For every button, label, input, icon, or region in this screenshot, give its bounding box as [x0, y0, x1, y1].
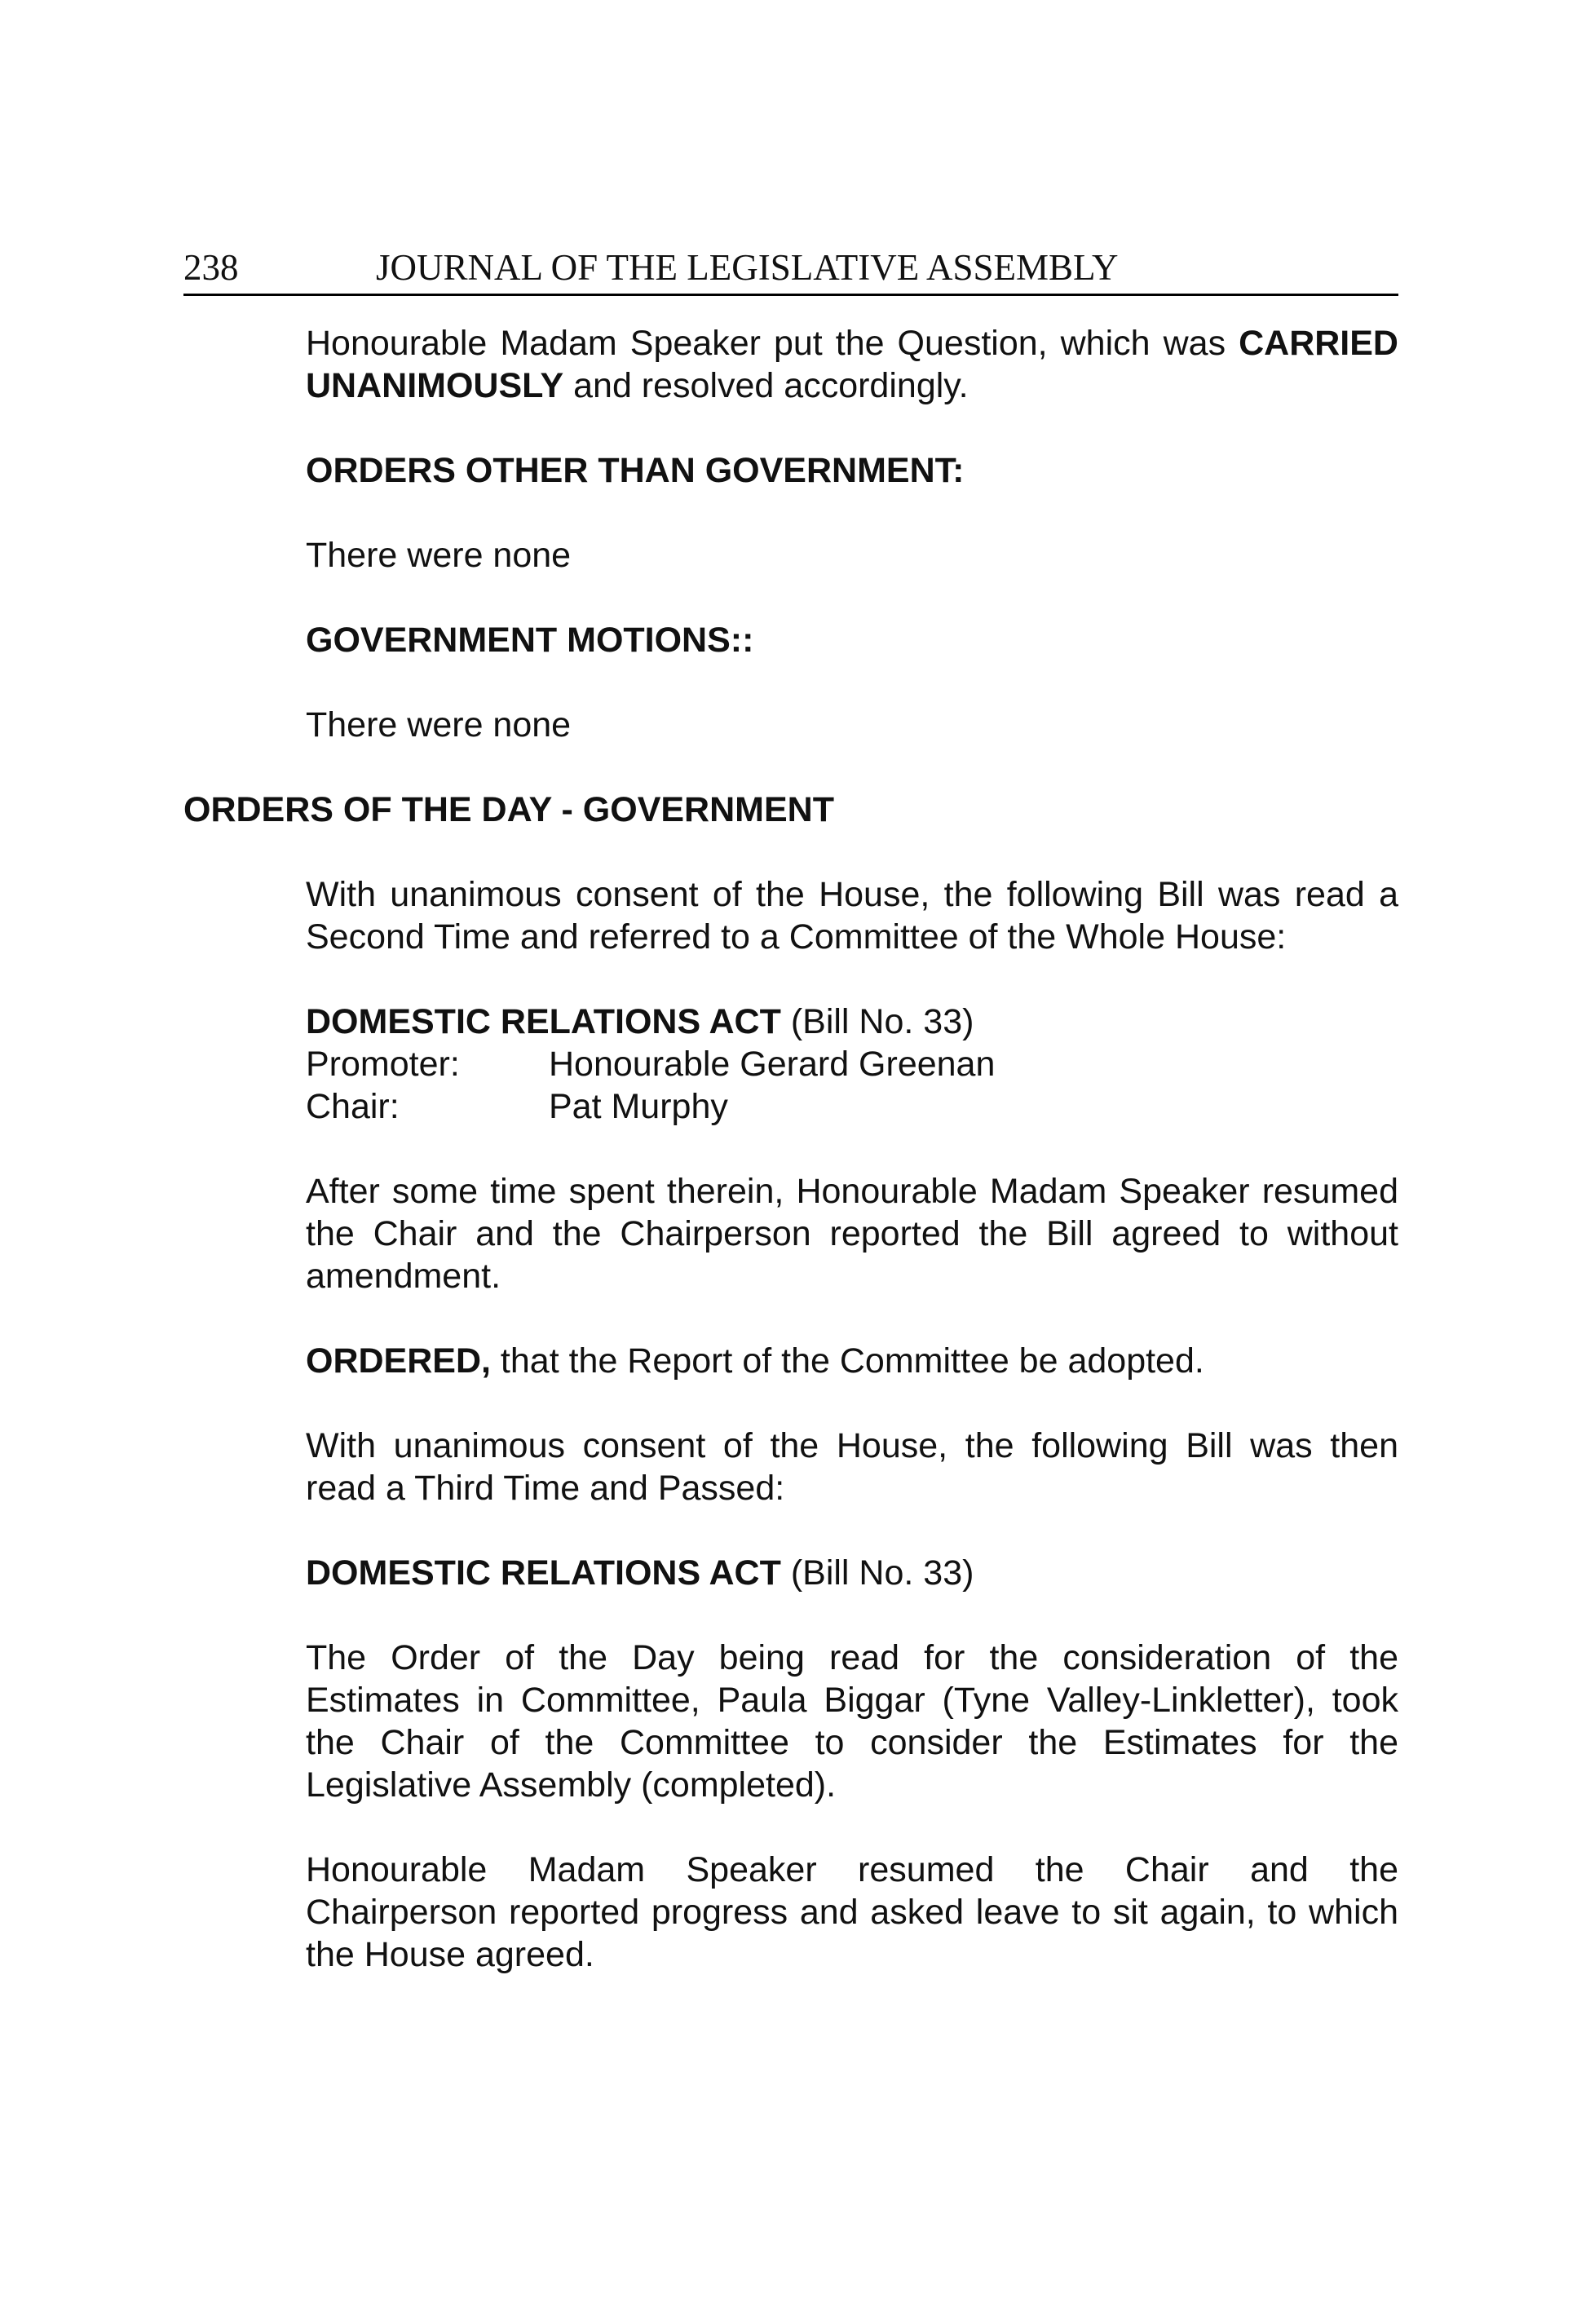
heading-orders-of-the-day	[183, 789, 1398, 831]
bill-number: (Bill No. 33)	[780, 1553, 974, 1593]
heading-orders-other-than-government	[306, 449, 1398, 492]
bill-title-1	[306, 1001, 1398, 1043]
paragraph-line: Legislative Assembly (completed).	[306, 1765, 837, 1805]
text: that the Report of the Committee be adopted.	[490, 1341, 1204, 1381]
paragraph-line: the House agreed.	[306, 1935, 594, 1974]
paragraph-line	[306, 322, 1398, 365]
bold-text: ORDERED,	[306, 1341, 491, 1381]
text: and resolved accordingly.	[563, 366, 969, 405]
paragraph-third-reading	[306, 1425, 1398, 1509]
bill-name: DOMESTIC RELATIONS ACT	[306, 1553, 781, 1593]
page-body	[183, 322, 1398, 2018]
paragraph-line: the Chair of the Committee to consider the Estimates for the	[306, 1723, 1398, 1762]
page-header	[183, 245, 1398, 296]
bold-text: UNANIMOUSLY	[306, 366, 564, 405]
promoter-label: Promoter:	[306, 1045, 460, 1084]
chair-label: Chair:	[306, 1087, 400, 1126]
promoter-value: Honourable Gerard Greenan	[549, 1045, 996, 1084]
promoter-row	[306, 1043, 1398, 1085]
paragraph-none-1: There were none	[306, 536, 572, 575]
heading-text: ORDERS OTHER THAN GOVERNMENT:	[306, 451, 965, 490]
paragraph-line: With unanimous consent of the House, the following Bill was read a	[306, 875, 1398, 914]
heading-text: GOVERNMENT MOTIONS::	[306, 621, 754, 660]
paragraph-ordered	[306, 1340, 1398, 1382]
paragraph-line: Estimates in Committee, Paula Biggar (Tyne Valley-Linkletter), took	[306, 1681, 1398, 1720]
text: Honourable Madam Speaker put the Question, which was	[306, 324, 1239, 363]
paragraph-line: amendment.	[306, 1257, 501, 1296]
paragraph-line: Chairperson reported progress and asked leave to sit again, to which	[306, 1893, 1398, 1932]
page-number: 238	[183, 247, 239, 288]
heading-government-motions	[306, 619, 1398, 661]
bold-text: CARRIED	[1239, 324, 1398, 363]
journal-title: JOURNAL OF THE LEGISLATIVE ASSEMBLY	[376, 247, 1119, 288]
chair-row	[306, 1085, 1398, 1128]
bill-title-2	[306, 1552, 1398, 1594]
bill-name: DOMESTIC RELATIONS ACT	[306, 1002, 781, 1041]
paragraph-line: The Order of the Day being read for the consideration of the	[306, 1638, 1398, 1677]
paragraph-line	[306, 365, 1398, 407]
paragraph-none-2: There were none	[306, 705, 572, 744]
paragraph-line: Second Time and referred to a Committee of the Whole House:	[306, 917, 1287, 957]
paragraph-question-carried	[306, 322, 1398, 407]
paragraph-line: After some time spent therein, Honourable Madam Speaker resumed	[306, 1172, 1398, 1211]
paragraph-line: read a Third Time and Passed:	[306, 1469, 785, 1508]
heading-text: ORDERS OF THE DAY - GOVERNMENT	[183, 790, 834, 829]
paragraph-estimates	[306, 1637, 1398, 1806]
paragraph-second-reading	[306, 873, 1398, 958]
paragraph-line: With unanimous consent of the House, the following Bill was then	[306, 1426, 1398, 1465]
bill-number: (Bill No. 33)	[780, 1002, 974, 1041]
chair-value: Pat Murphy	[549, 1087, 728, 1126]
paragraph-progress-reported	[306, 1849, 1398, 1976]
paragraph-line: Honourable Madam Speaker resumed the Chair and the	[306, 1850, 1398, 1889]
paragraph-committee-report	[306, 1170, 1398, 1297]
paragraph-line: the Chair and the Chairperson reported the Bill agreed to without	[306, 1214, 1398, 1253]
